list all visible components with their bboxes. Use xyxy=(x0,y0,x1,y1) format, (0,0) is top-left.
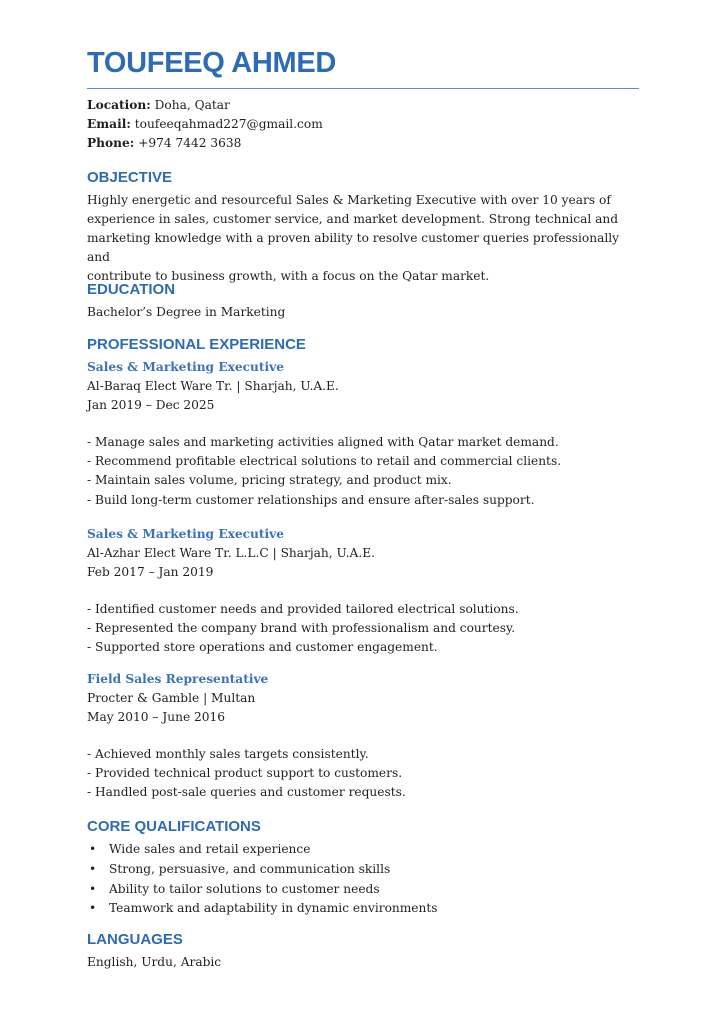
candidate-name: TOUFEEQ AHMED xyxy=(87,47,337,79)
job-bullet: - Achieved monthly sales targets consistently. xyxy=(87,747,369,761)
bullet-icon: • xyxy=(89,881,97,896)
objective-line: experience in sales, customer service, and market development. Strong technical and xyxy=(87,212,619,226)
job-bullet: - Represented the company brand with professionalism and courtesy. xyxy=(87,621,516,636)
contact-phone xyxy=(87,134,323,153)
qualification-text: Strong, persuasive, and communication skills xyxy=(109,861,391,876)
contact-email xyxy=(87,115,323,134)
job-bullet: - Build long-term customer relationships and ensure after-sales support. xyxy=(87,492,535,507)
qualification-text: Teamwork and adaptability in dynamic environments xyxy=(109,901,438,916)
phone-value: +974 7442 3638 xyxy=(138,136,242,150)
qualification-text: Ability to tailor solutions to customer needs xyxy=(109,881,380,896)
job-bullet: - Manage sales and marketing activities aligned with Qatar market demand. xyxy=(87,435,559,449)
objective-line: contribute to business growth, with a focus on the Qatar market. xyxy=(87,269,490,283)
job-bullets xyxy=(87,745,406,803)
job-bullet: - Provided technical product support to customers. xyxy=(87,766,403,781)
qualification-item xyxy=(87,860,438,880)
job-bullet: - Supported store operations and customer engagement. xyxy=(87,640,438,655)
objective-line: marketing knowledge with a proven ability to resolve customer queries professionally and xyxy=(87,231,620,264)
job-role: Field Sales Representative xyxy=(87,672,269,686)
qualification-text: Wide sales and retail experience xyxy=(109,842,311,856)
job-dates: May 2010 – June 2016 xyxy=(87,710,226,724)
qualification-item xyxy=(87,840,438,860)
job-company: Procter & Gamble | Multan xyxy=(87,691,256,705)
contact-block xyxy=(87,96,323,153)
bullet-icon: • xyxy=(89,861,97,876)
email-value: toufeeqahmad227@gmail.com xyxy=(134,117,323,131)
job-dates: Jan 2019 – Dec 2025 xyxy=(87,398,215,412)
job-role: Sales & Marketing Executive xyxy=(87,360,285,374)
phone-label: Phone: xyxy=(87,136,135,150)
qualifications-list xyxy=(87,840,438,919)
job-bullet: - Maintain sales volume, pricing strategy, and product mix. xyxy=(87,473,452,488)
job-company: Al-Baraq Elect Ware Tr. | Sharjah, U.A.E. xyxy=(87,379,339,393)
job-bullet: - Handled post-sale queries and customer requests. xyxy=(87,785,406,800)
job-dates: Feb 2017 – Jan 2019 xyxy=(87,565,214,579)
email-label: Email: xyxy=(87,117,131,131)
contact-location xyxy=(87,96,323,115)
job-bullets xyxy=(87,600,519,658)
job-company: Al-Azhar Elect Ware Tr. L.L.C | Sharjah, U.A.E. xyxy=(87,546,375,560)
languages-list: English, Urdu, Arabic xyxy=(87,955,222,969)
job-role: Sales & Marketing Executive xyxy=(87,527,285,541)
education-degree: Bachelor’s Degree in Marketing xyxy=(87,305,286,319)
bullet-icon: • xyxy=(89,901,97,916)
location-label: Location: xyxy=(87,98,151,112)
section-heading-education: EDUCATION xyxy=(87,281,176,298)
section-heading-objective: OBJECTIVE xyxy=(87,169,173,186)
job-bullet: - Identified customer needs and provided tailored electrical solutions. xyxy=(87,602,519,616)
location-value: Doha, Qatar xyxy=(154,98,230,112)
header-divider xyxy=(87,88,639,89)
objective-text xyxy=(87,191,640,286)
section-heading-experience: PROFESSIONAL EXPERIENCE xyxy=(87,336,306,353)
job-bullets xyxy=(87,433,561,510)
section-heading-qualifications: CORE QUALIFICATIONS xyxy=(87,818,261,835)
job-bullet: - Recommend profitable electrical solutions to retail and commercial clients. xyxy=(87,454,562,469)
objective-line: Highly energetic and resourceful Sales & Marketing Executive with over 10 years of xyxy=(87,193,611,207)
section-heading-languages: LANGUAGES xyxy=(87,931,183,948)
qualification-item xyxy=(87,880,438,900)
bullet-icon: • xyxy=(89,842,97,856)
qualification-item xyxy=(87,899,438,919)
